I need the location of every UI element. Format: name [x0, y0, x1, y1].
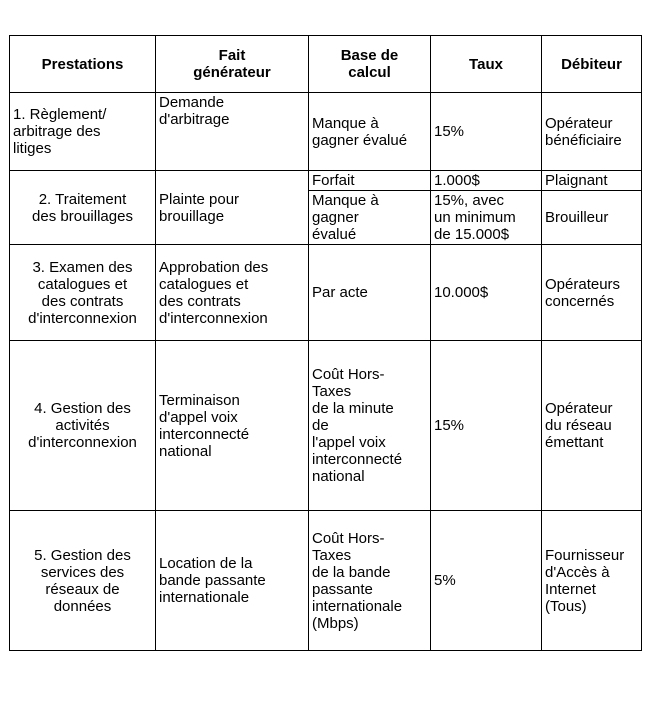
header-fait-generateur: Fait générateur	[156, 36, 309, 93]
cell-fait: Terminaison d'appel voix interconnecté national	[156, 341, 309, 511]
cell-prestation: 5. Gestion des services des réseaux de données	[10, 511, 156, 651]
cell-debiteur: Opérateur du réseau émettant	[542, 341, 642, 511]
cell-debiteur: Opérateur bénéficiaire	[542, 93, 642, 171]
cell-taux: 15%	[431, 341, 542, 511]
cell-fait: Approbation des catalogues et des contrats d'interconnexion	[156, 245, 309, 341]
header-base-de-calcul: Base de calcul	[309, 36, 431, 93]
header-row	[10, 36, 642, 93]
table-row-2a	[10, 171, 642, 191]
cell-base: Manque à gagner évalué	[309, 191, 431, 245]
cell-taux: 10.000$	[431, 245, 542, 341]
table-row-5	[10, 511, 642, 651]
fees-table	[9, 35, 642, 651]
cell-base: Coût Hors- Taxes de la minute de l'appel voix interconnecté national	[309, 341, 431, 511]
cell-debiteur: Plaignant	[542, 171, 642, 191]
header-prestations: Prestations	[10, 36, 156, 93]
cell-prestation: 4. Gestion des activités d'interconnexion	[10, 341, 156, 511]
cell-base: Par acte	[309, 245, 431, 341]
cell-prestation: 2. Traitement des brouillages	[10, 171, 156, 245]
cell-taux: 5%	[431, 511, 542, 651]
cell-base: Manque à gagner évalué	[309, 93, 431, 171]
header-debiteur: Débiteur	[542, 36, 642, 93]
cell-base: Coût Hors- Taxes de la bande passante internationale (Mbps)	[309, 511, 431, 651]
table-row-1	[10, 93, 642, 171]
cell-fait: Location de la bande passante internationale	[156, 511, 309, 651]
cell-taux: 15%, avec un minimum de 15.000$	[431, 191, 542, 245]
cell-fait: Demande d'arbitrage	[156, 93, 309, 171]
cell-taux: 15%	[431, 93, 542, 171]
table-row-3	[10, 245, 642, 341]
cell-debiteur: Opérateurs concernés	[542, 245, 642, 341]
cell-taux: 1.000$	[431, 171, 542, 191]
header-taux: Taux	[431, 36, 542, 93]
cell-debiteur: Fournisseur d'Accès à Internet (Tous)	[542, 511, 642, 651]
cell-debiteur: Brouilleur	[542, 191, 642, 245]
cell-base: Forfait	[309, 171, 431, 191]
table-row-4	[10, 341, 642, 511]
cell-fait: Plainte pour brouillage	[156, 171, 309, 245]
cell-prestation: 1. Règlement/ arbitrage des litiges	[10, 93, 156, 171]
cell-prestation: 3. Examen des catalogues et des contrats d'interconnexion	[10, 245, 156, 341]
